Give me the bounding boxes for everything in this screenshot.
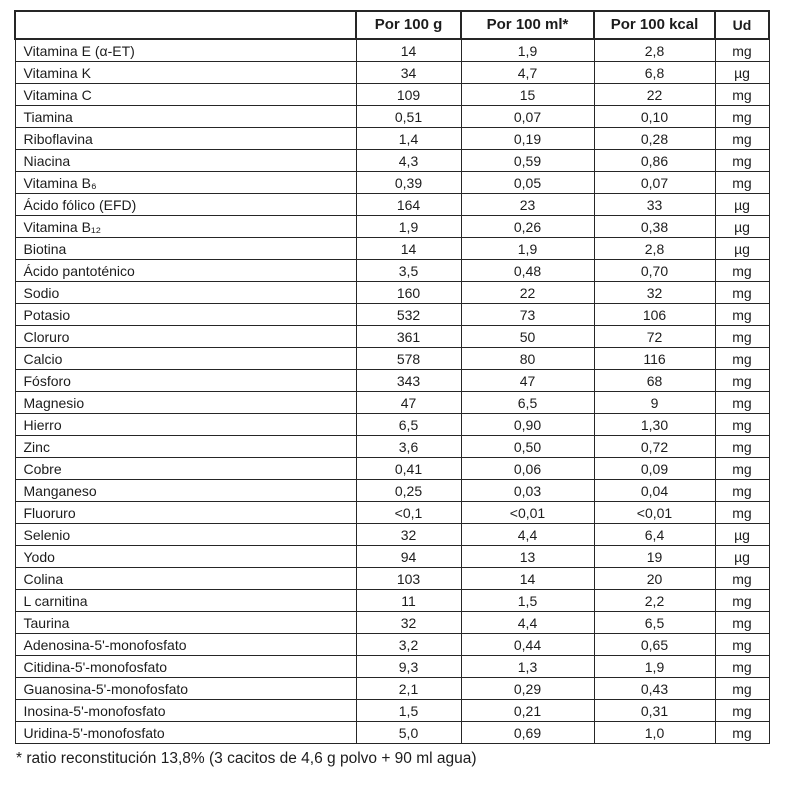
unit-label: mg: [715, 150, 769, 172]
unit-label: mg: [715, 722, 769, 744]
value-per-100ml: 0,90: [461, 414, 594, 436]
nutrient-name: Vitamina B₆: [15, 172, 356, 194]
table-row: [15, 84, 769, 106]
value-per-100g: 94: [356, 546, 461, 568]
nutrient-name: Vitamina E (α-ET): [15, 39, 356, 62]
nutrient-name: Adenosina-5'-monofosfato: [15, 634, 356, 656]
nutrient-name: Yodo: [15, 546, 356, 568]
value-per-100ml: 23: [461, 194, 594, 216]
value-per-100ml: <0,01: [461, 502, 594, 524]
value-per-100g: 0,41: [356, 458, 461, 480]
value-per-100g: 11: [356, 590, 461, 612]
value-per-100ml: 1,9: [461, 39, 594, 62]
header-row: [15, 11, 769, 39]
table-row: [15, 106, 769, 128]
nutrient-name: Vitamina C: [15, 84, 356, 106]
unit-label: mg: [715, 458, 769, 480]
value-per-100ml: 4,7: [461, 62, 594, 84]
value-per-100ml: 6,5: [461, 392, 594, 414]
nutrition-table: [14, 10, 770, 744]
unit-label: mg: [715, 568, 769, 590]
value-per-100kcal: <0,01: [594, 502, 715, 524]
nutrient-name: Ácido pantoténico: [15, 260, 356, 282]
unit-label: mg: [715, 370, 769, 392]
unit-label: mg: [715, 282, 769, 304]
table-row: [15, 502, 769, 524]
value-per-100g: 14: [356, 238, 461, 260]
value-per-100ml: 50: [461, 326, 594, 348]
unit-label: mg: [715, 656, 769, 678]
unit-label: mg: [715, 392, 769, 414]
value-per-100g: 109: [356, 84, 461, 106]
table-row: [15, 722, 769, 744]
value-per-100ml: 0,29: [461, 678, 594, 700]
table-row: [15, 392, 769, 414]
value-per-100ml: 4,4: [461, 612, 594, 634]
value-per-100g: 103: [356, 568, 461, 590]
value-per-100g: 0,39: [356, 172, 461, 194]
value-per-100ml: 80: [461, 348, 594, 370]
table-row: [15, 546, 769, 568]
unit-label: mg: [715, 634, 769, 656]
table-row: [15, 590, 769, 612]
nutrient-name: Riboflavina: [15, 128, 356, 150]
unit-label: mg: [715, 700, 769, 722]
table-row: [15, 172, 769, 194]
unit-label: µg: [715, 216, 769, 238]
value-per-100g: 2,1: [356, 678, 461, 700]
value-per-100kcal: 0,65: [594, 634, 715, 656]
value-per-100ml: 4,4: [461, 524, 594, 546]
unit-label: µg: [715, 238, 769, 260]
unit-label: mg: [715, 172, 769, 194]
value-per-100kcal: 0,04: [594, 480, 715, 502]
unit-label: mg: [715, 612, 769, 634]
value-per-100ml: 0,26: [461, 216, 594, 238]
value-per-100kcal: 32: [594, 282, 715, 304]
value-per-100g: 3,5: [356, 260, 461, 282]
table-row: [15, 348, 769, 370]
nutrient-name: Niacina: [15, 150, 356, 172]
nutrient-name: Fósforo: [15, 370, 356, 392]
value-per-100ml: 1,3: [461, 656, 594, 678]
value-per-100ml: 0,06: [461, 458, 594, 480]
value-per-100ml: 13: [461, 546, 594, 568]
value-per-100kcal: 1,30: [594, 414, 715, 436]
value-per-100g: 1,5: [356, 700, 461, 722]
unit-label: mg: [715, 84, 769, 106]
value-per-100ml: 0,48: [461, 260, 594, 282]
value-per-100kcal: 2,8: [594, 39, 715, 62]
value-per-100g: 32: [356, 524, 461, 546]
nutrition-table-body: [15, 39, 769, 744]
unit-label: mg: [715, 414, 769, 436]
unit-label: mg: [715, 678, 769, 700]
unit-label: mg: [715, 436, 769, 458]
value-per-100g: 3,6: [356, 436, 461, 458]
value-per-100kcal: 6,8: [594, 62, 715, 84]
unit-label: µg: [715, 62, 769, 84]
unit-label: mg: [715, 348, 769, 370]
value-per-100ml: 0,05: [461, 172, 594, 194]
value-per-100g: 343: [356, 370, 461, 392]
value-per-100g: 5,0: [356, 722, 461, 744]
unit-label: mg: [715, 260, 769, 282]
value-per-100ml: 47: [461, 370, 594, 392]
value-per-100g: 32: [356, 612, 461, 634]
value-per-100kcal: 0,38: [594, 216, 715, 238]
value-per-100kcal: 1,9: [594, 656, 715, 678]
value-per-100g: 1,9: [356, 216, 461, 238]
table-row: [15, 216, 769, 238]
header-per-100g: Por 100 g: [356, 11, 461, 39]
table-row: [15, 700, 769, 722]
reconstitution-footnote: * ratio reconstitución 13,8% (3 cacitos de 4,6 g polvo + 90 ml agua): [16, 750, 477, 767]
value-per-100g: 34: [356, 62, 461, 84]
table-row: [15, 128, 769, 150]
value-per-100ml: 73: [461, 304, 594, 326]
nutrient-name: Vitamina B₁₂: [15, 216, 356, 238]
value-per-100kcal: 2,8: [594, 238, 715, 260]
value-per-100kcal: 2,2: [594, 590, 715, 612]
table-row: [15, 480, 769, 502]
table-row: [15, 656, 769, 678]
value-per-100g: 578: [356, 348, 461, 370]
nutrient-name: Tiamina: [15, 106, 356, 128]
unit-label: µg: [715, 524, 769, 546]
nutrient-name: Biotina: [15, 238, 356, 260]
nutrient-name: Citidina-5'-monofosfato: [15, 656, 356, 678]
value-per-100ml: 0,59: [461, 150, 594, 172]
nutrient-name: Ácido fólico (EFD): [15, 194, 356, 216]
value-per-100g: 47: [356, 392, 461, 414]
value-per-100ml: 14: [461, 568, 594, 590]
nutrient-name: Cloruro: [15, 326, 356, 348]
value-per-100ml: 0,19: [461, 128, 594, 150]
value-per-100kcal: 6,4: [594, 524, 715, 546]
nutrient-name: Inosina-5'-monofosfato: [15, 700, 356, 722]
unit-label: mg: [715, 502, 769, 524]
value-per-100kcal: 1,0: [594, 722, 715, 744]
nutrient-name: Hierro: [15, 414, 356, 436]
nutrient-name: Calcio: [15, 348, 356, 370]
table-row: [15, 568, 769, 590]
value-per-100kcal: 22: [594, 84, 715, 106]
unit-label: mg: [715, 590, 769, 612]
table-row: [15, 150, 769, 172]
value-per-100kcal: 0,70: [594, 260, 715, 282]
table-row: [15, 370, 769, 392]
table-row: [15, 260, 769, 282]
value-per-100g: 4,3: [356, 150, 461, 172]
value-per-100g: 160: [356, 282, 461, 304]
table-row: [15, 436, 769, 458]
unit-label: mg: [715, 304, 769, 326]
nutrient-name: Vitamina K: [15, 62, 356, 84]
value-per-100kcal: 19: [594, 546, 715, 568]
value-per-100kcal: 6,5: [594, 612, 715, 634]
value-per-100kcal: 0,07: [594, 172, 715, 194]
nutrient-name: Magnesio: [15, 392, 356, 414]
value-per-100kcal: 9: [594, 392, 715, 414]
nutrient-name: Manganeso: [15, 480, 356, 502]
nutrient-name: Taurina: [15, 612, 356, 634]
value-per-100g: 9,3: [356, 656, 461, 678]
value-per-100ml: 0,03: [461, 480, 594, 502]
value-per-100g: 164: [356, 194, 461, 216]
table-row: [15, 458, 769, 480]
value-per-100ml: 0,44: [461, 634, 594, 656]
header-empty-cell: [15, 11, 356, 39]
nutrient-name: Zinc: [15, 436, 356, 458]
unit-label: mg: [715, 106, 769, 128]
table-row: [15, 282, 769, 304]
nutrient-name: Guanosina-5'-monofosfato: [15, 678, 356, 700]
value-per-100g: 14: [356, 39, 461, 62]
table-row: [15, 612, 769, 634]
unit-label: mg: [715, 480, 769, 502]
table-row: [15, 524, 769, 546]
table-row: [15, 634, 769, 656]
unit-label: mg: [715, 39, 769, 62]
nutrient-name: Colina: [15, 568, 356, 590]
header-per-100ml: Por 100 ml*: [461, 11, 594, 39]
value-per-100g: 0,51: [356, 106, 461, 128]
value-per-100ml: 15: [461, 84, 594, 106]
value-per-100ml: 1,9: [461, 238, 594, 260]
table-row: [15, 238, 769, 260]
nutrient-name: Fluoruro: [15, 502, 356, 524]
value-per-100g: 532: [356, 304, 461, 326]
value-per-100kcal: 106: [594, 304, 715, 326]
value-per-100kcal: 0,28: [594, 128, 715, 150]
value-per-100ml: 0,21: [461, 700, 594, 722]
value-per-100kcal: 116: [594, 348, 715, 370]
nutrient-name: Uridina-5'-monofosfato: [15, 722, 356, 744]
header-per-100kcal: Por 100 kcal: [594, 11, 715, 39]
value-per-100kcal: 72: [594, 326, 715, 348]
value-per-100ml: 0,50: [461, 436, 594, 458]
value-per-100kcal: 0,09: [594, 458, 715, 480]
value-per-100kcal: 0,86: [594, 150, 715, 172]
table-row: [15, 39, 769, 62]
table-row: [15, 304, 769, 326]
nutrient-name: Cobre: [15, 458, 356, 480]
value-per-100kcal: 33: [594, 194, 715, 216]
value-per-100g: 6,5: [356, 414, 461, 436]
value-per-100kcal: 0,43: [594, 678, 715, 700]
value-per-100g: 361: [356, 326, 461, 348]
value-per-100g: <0,1: [356, 502, 461, 524]
value-per-100kcal: 20: [594, 568, 715, 590]
value-per-100ml: 22: [461, 282, 594, 304]
table-row: [15, 194, 769, 216]
unit-label: mg: [715, 326, 769, 348]
value-per-100g: 3,2: [356, 634, 461, 656]
value-per-100ml: 0,07: [461, 106, 594, 128]
nutrient-name: L carnitina: [15, 590, 356, 612]
value-per-100ml: 1,5: [461, 590, 594, 612]
table-row: [15, 62, 769, 84]
value-per-100g: 1,4: [356, 128, 461, 150]
unit-label: µg: [715, 546, 769, 568]
value-per-100kcal: 68: [594, 370, 715, 392]
value-per-100kcal: 0,10: [594, 106, 715, 128]
table-row: [15, 414, 769, 436]
value-per-100g: 0,25: [356, 480, 461, 502]
unit-label: µg: [715, 194, 769, 216]
table-row: [15, 326, 769, 348]
nutrient-name: Selenio: [15, 524, 356, 546]
header-unit: Ud: [715, 11, 769, 39]
unit-label: mg: [715, 128, 769, 150]
nutrient-name: Sodio: [15, 282, 356, 304]
value-per-100kcal: 0,31: [594, 700, 715, 722]
value-per-100kcal: 0,72: [594, 436, 715, 458]
nutrient-name: Potasio: [15, 304, 356, 326]
table-row: [15, 678, 769, 700]
value-per-100ml: 0,69: [461, 722, 594, 744]
